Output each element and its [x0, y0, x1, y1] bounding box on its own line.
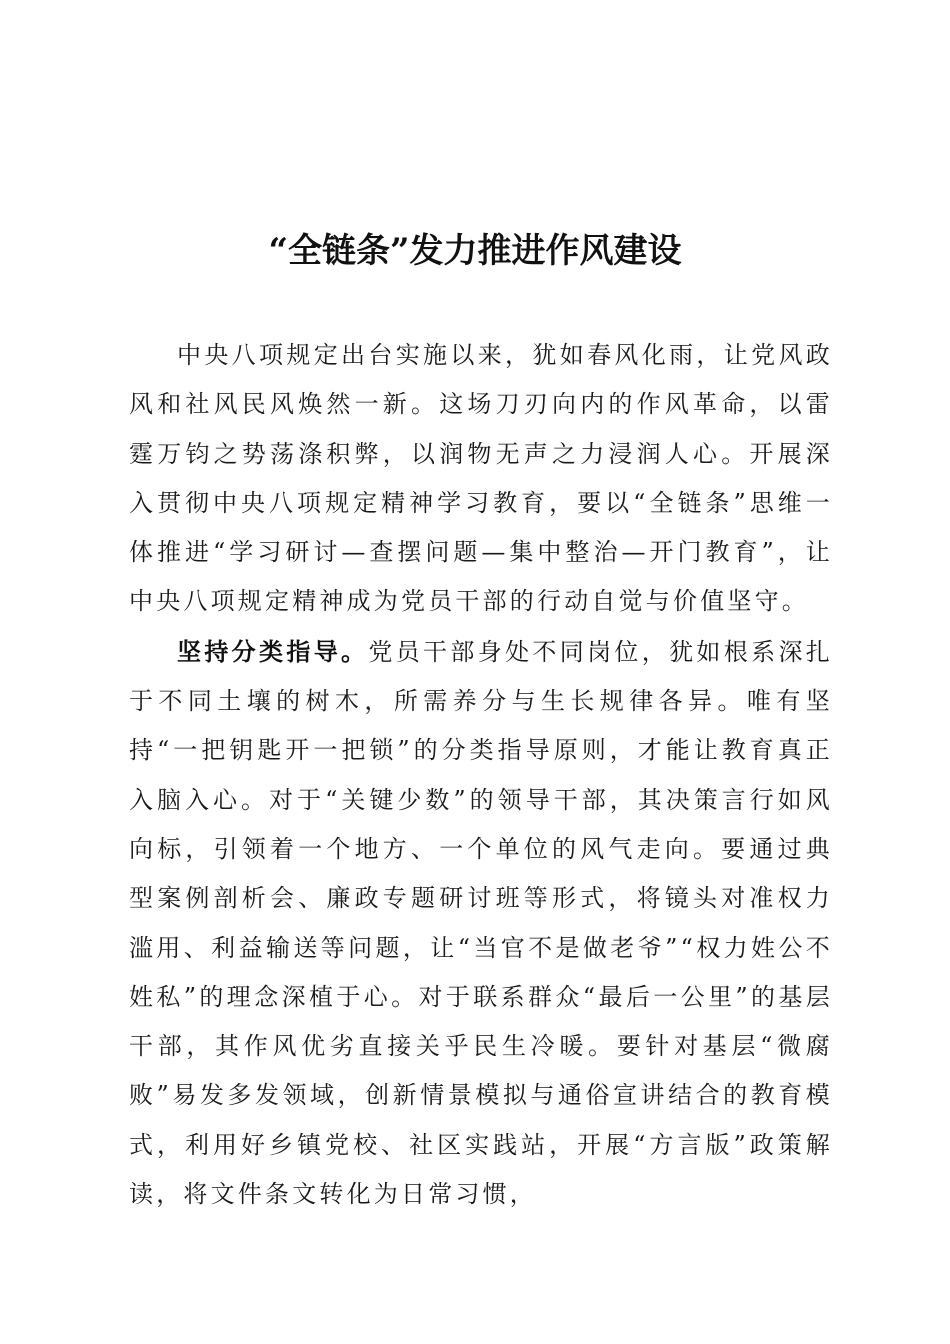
document-body: [129, 331, 833, 1219]
paragraph-lead-heading: 坚持分类指导。: [177, 636, 369, 666]
paragraph-intro: [129, 331, 833, 627]
paragraph-classified-guidance: [129, 627, 833, 1220]
paragraph-text: 党员干部身处不同岗位，犹如根系深扎于不同土壤的树木，所需养分与生长规律各异。唯有坚持“一把钥匙开一把锁”的分类指导原则，才能让教育真正入脑入心。对于“关键少数”的领导干部，其决策言行如风向标，引领着一个地方、一个单位的风气走向。要通过典型案例剖析会、廉政专题研讨班等形式，将镜头对准权力滥用、利益输送等问题，让“当官不是做老爷”“权力姓公不姓私”的理念深植于心。对于联系群众“最后一公里”的基层干部，其作风优劣直接关乎民生冷暖。要针对基层“微腐败”易发多发领域，创新情景模拟与通俗宣讲结合的教育模式，利用好乡镇党校、社区实践站，开展“方言版”政策解读，将文件条文转化为日常习惯，: [129, 637, 833, 1209]
document-title: “全链条”发力推进作风建设: [268, 231, 682, 271]
paragraph-text: 中央八项规定出台实施以来，犹如春风化雨，让党风政风和社风民风焕然一新。这场刀刃向内的作风革命，以雷霆万钧之势荡涤积弊，以润物无声之力浸润人心。开展深入贯彻中央八项规定精神学习教育，要以“全链条”思维一体推进“学习研讨—查摆问题—集中整治—开门教育”，让中央八项规定精神成为党员干部的行动自觉与价值坚守。: [129, 341, 833, 616]
